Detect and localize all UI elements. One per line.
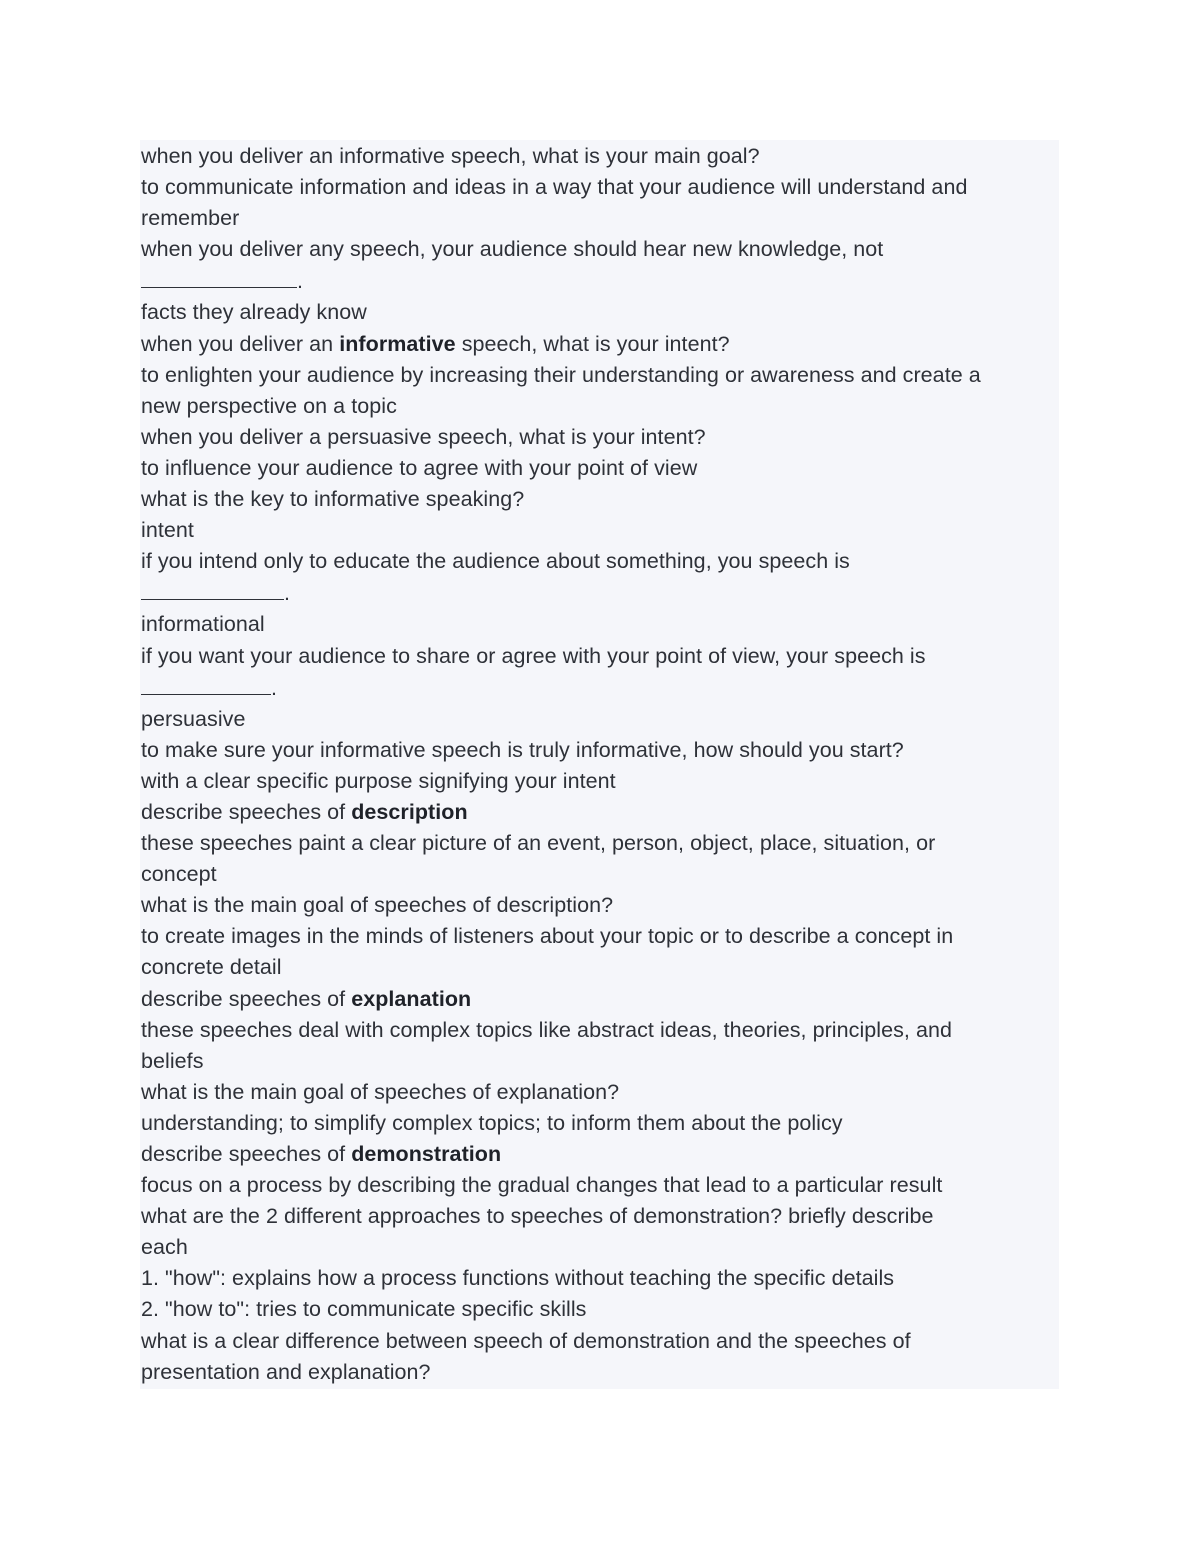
text-line: each	[141, 1235, 188, 1260]
text-line: if you want your audience to share or agree with your point of view, your speech is	[141, 643, 926, 668]
blank-period: .	[297, 269, 304, 294]
text-line: what is the key to informative speaking?	[141, 487, 525, 512]
bold-term: demonstration	[351, 1142, 502, 1166]
text-line: new perspective on a topic	[141, 393, 397, 418]
text-line: to enlighten your audience by increasing their understanding or awareness and create a	[141, 362, 981, 387]
flashcard-text-block	[140, 140, 1059, 1389]
text-line: when you deliver a persuasive speech, what is your intent?	[141, 424, 706, 449]
text-line: to influence your audience to agree with your point of view	[141, 455, 698, 480]
blank-line	[141, 672, 1059, 704]
text-line: to make sure your informative speech is truly informative, how should you start?	[141, 737, 904, 762]
text-line: to create images in the minds of listeners about your topic or to describe a concept in	[141, 924, 954, 949]
text-line: what is a clear difference between speech of demonstration and the speeches of	[141, 1328, 911, 1353]
bold-term: explanation	[351, 986, 472, 1011]
text-line	[141, 797, 1059, 828]
text-segment: when you deliver an	[141, 331, 340, 356]
text-line: understanding; to simplify complex topics; to inform them about the policy	[141, 1110, 843, 1135]
text-line: facts they already know	[141, 300, 367, 325]
text-line: presentation and explanation?	[141, 1359, 431, 1384]
text-line: when you deliver an informative speech, what is your main goal?	[141, 144, 760, 168]
blank-line	[141, 265, 1059, 297]
text-line: persuasive	[141, 706, 246, 731]
text-line: if you intend only to educate the audience about something, you speech is	[141, 549, 850, 574]
text-line: informational	[141, 612, 265, 637]
text-line: concept	[141, 862, 217, 887]
text-line: with a clear specific purpose signifying your intent	[141, 768, 616, 793]
text-line: concrete detail	[141, 955, 282, 980]
text-segment: describe speeches of	[141, 986, 352, 1011]
blank-period: .	[271, 675, 278, 700]
text-line: beliefs	[141, 1048, 204, 1073]
text-line: these speeches paint a clear picture of an event, person, object, place, situation, or	[141, 831, 936, 856]
fill-in-blank	[141, 577, 284, 600]
text-line: 2. "how to": tries to communicate specific skills	[141, 1297, 587, 1322]
text-line: when you deliver any speech, your audience should hear new knowledge, not	[141, 237, 884, 262]
text-line	[141, 1139, 1059, 1170]
text-line: to communicate information and ideas in a way that your audience will understand and	[141, 175, 968, 200]
text-segment: describe speeches of	[141, 1142, 352, 1166]
text-line	[141, 329, 1059, 360]
bold-term: description	[351, 799, 468, 824]
text-line: what is the main goal of speeches of description?	[141, 893, 614, 918]
text-segment: describe speeches of	[141, 799, 352, 824]
text-line	[141, 984, 1059, 1015]
blank-period: .	[284, 581, 291, 606]
text-line: intent	[141, 518, 194, 543]
fill-in-blank	[141, 672, 271, 695]
text-line: what are the 2 different approaches to speeches of demonstration? briefly describe	[141, 1204, 934, 1229]
bold-term: informative	[339, 331, 456, 356]
text-line: focus on a process by describing the gradual changes that lead to a particular result	[141, 1173, 943, 1198]
text-line: remember	[141, 206, 240, 231]
text-segment: speech, what is your intent?	[455, 331, 730, 356]
text-line: what is the main goal of speeches of explanation?	[141, 1079, 620, 1104]
text-line: these speeches deal with complex topics like abstract ideas, theories, principles, and	[141, 1017, 952, 1042]
text-line: 1. "how": explains how a process functions without teaching the specific details	[141, 1266, 895, 1291]
blank-line	[141, 577, 1059, 609]
fill-in-blank	[141, 265, 297, 288]
